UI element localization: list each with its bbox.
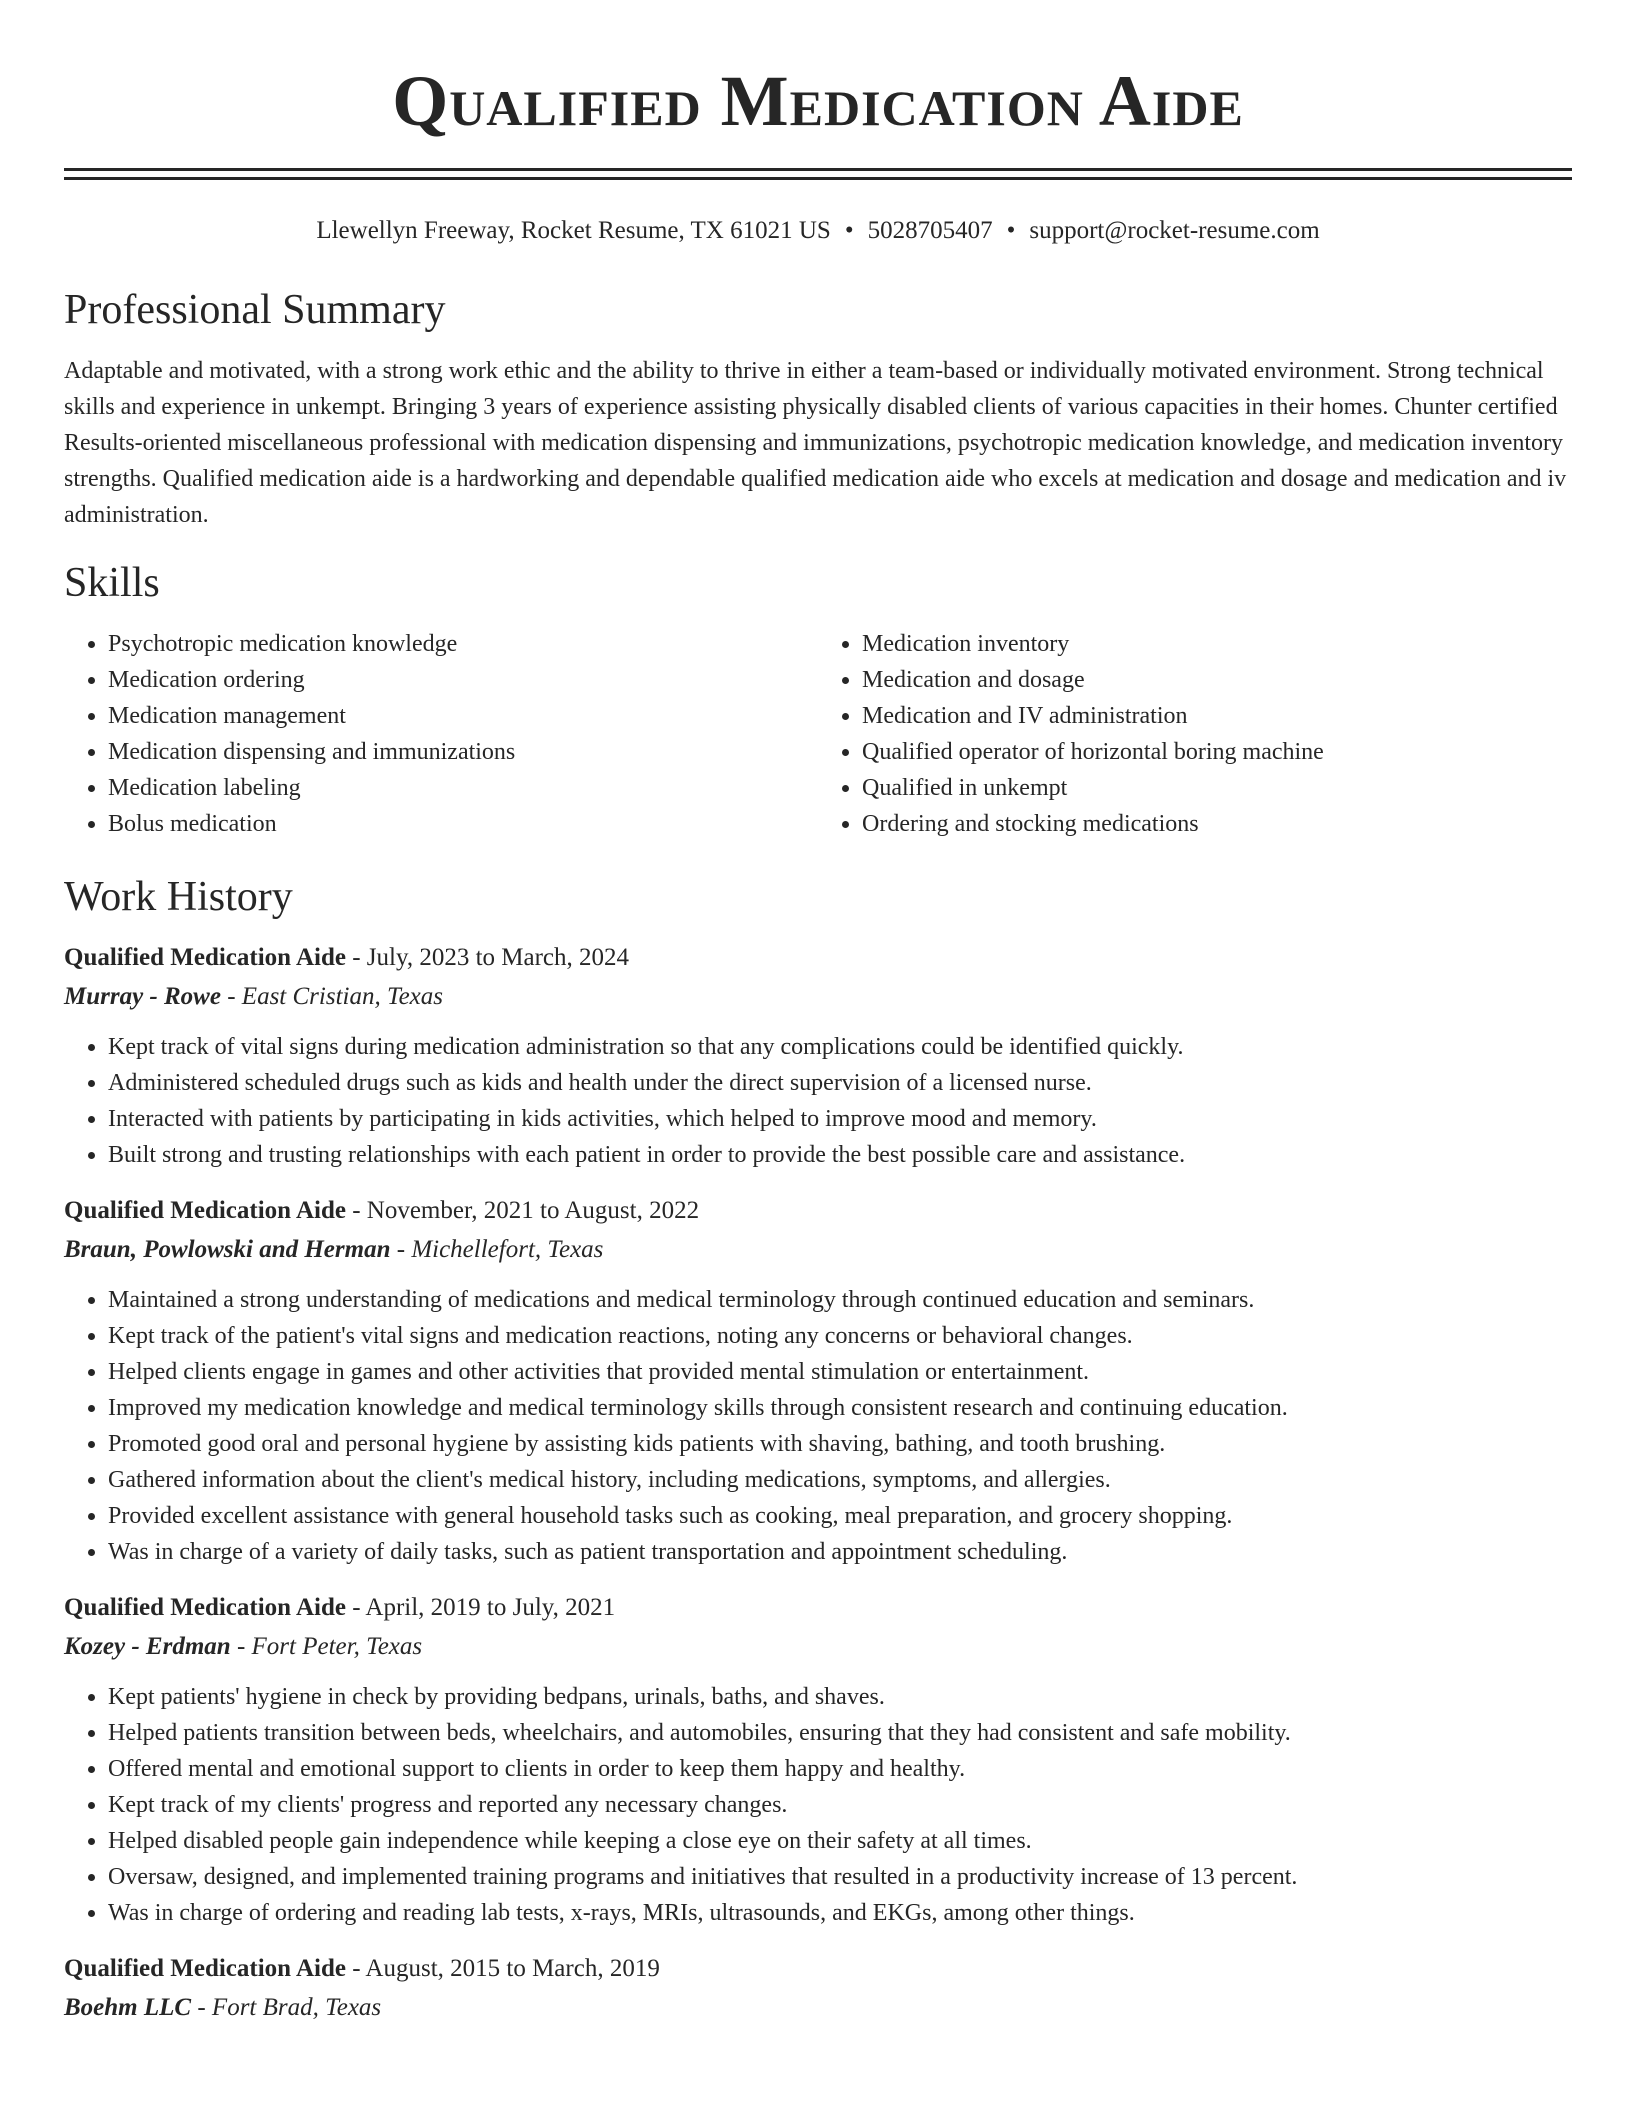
job-title: Qualified Medication Aide (64, 1594, 346, 1621)
skill-item: • Ordering and stocking medications (862, 806, 1572, 842)
employer-name: Boehm LLC (64, 1994, 192, 2021)
job-dash: - (345, 1594, 366, 1621)
skills-list-right (818, 626, 1572, 842)
job-title: Qualified Medication Aide (64, 944, 346, 971)
job-bullet: • Provided excellent assistance with general household tasks such as cooking, meal preparation, and grocery shopping. (108, 1498, 1572, 1534)
job-bullet: • Administered scheduled drugs such as kids and health under the direct supervision of a licensed nurse. (108, 1065, 1572, 1101)
job-dates: July, 2023 to March, 2024 (366, 944, 630, 971)
employer-location: Fort Peter, Texas (251, 1633, 423, 1660)
job-dash: - (345, 944, 367, 971)
skill-item: • Medication dispensing and immunizations (108, 734, 818, 770)
job-bullet: • Kept track of my clients' progress and reported any necessary changes. (108, 1787, 1572, 1823)
skills-heading: Skills (64, 560, 160, 606)
job-bullet: • Kept track of vital signs during medication administration so that any complications could be identified quickly. (108, 1029, 1572, 1065)
job-bullets (64, 1029, 1572, 1173)
job-bullet: • Was in charge of a variety of daily tasks, such as patient transportation and appointment scheduling. (108, 1534, 1572, 1570)
job-bullet: • Oversaw, designed, and implemented training programs and initiatives that resulted in a productivity increase of 13 percent. (108, 1859, 1572, 1895)
job-dash: - (345, 1197, 367, 1224)
job-bullet: • Improved my medication knowledge and medical terminology skills through consistent research and continuing education. (108, 1390, 1572, 1426)
employer-dash: - (191, 1994, 212, 2021)
resume-title: Qualified Medication Aide (392, 61, 1244, 141)
job-dates: April, 2019 to July, 2021 (365, 1594, 616, 1621)
skill-item: • Medication and dosage (862, 662, 1572, 698)
skill-item: • Medication and IV administration (862, 698, 1572, 734)
employer-line (64, 1629, 1572, 1665)
employer-dash: - (220, 983, 242, 1010)
employer-line (64, 1232, 1572, 1268)
summary-heading: Professional Summary (64, 287, 446, 333)
job-dates: November, 2021 to August, 2022 (366, 1197, 700, 1224)
job-bullet: • Gathered information about the client's medical history, including medications, symptoms, and allergies. (108, 1462, 1572, 1498)
employer-dash: - (390, 1236, 412, 1263)
summary-text: Adaptable and motivated, with a strong work ethic and the ability to thrive in either a team-based or individually motivated environment. Strong technical skills and experience in unkempt. Bringing 3 years of experience assisting physically disabled clients of various capacities in their homes. Chunter certified Results-oriented miscellaneous professional with medication dispensing and immunizations, psychotropic medication knowledge, and medication inventory strengths. Qualified medication aide is a hardworking and dependable qualified medication aide who excels at medication and dosage and medication and iv administration. (64, 358, 1567, 528)
job-title: Qualified Medication Aide (64, 1197, 346, 1224)
skill-item: • Psychotropic medication knowledge (108, 626, 818, 662)
job-bullet: • Interacted with patients by participating in kids activities, which helped to improve mood and memory. (108, 1101, 1572, 1137)
employer-location: Michellefort, Texas (411, 1236, 604, 1263)
employer-dash: - (230, 1633, 252, 1660)
job-bullet: • Helped patients transition between beds, wheelchairs, and automobiles, ensuring that they had consistent and safe mobility. (108, 1715, 1572, 1751)
employer-line (64, 979, 1572, 1015)
job-bullet: • Was in charge of ordering and reading lab tests, x-rays, MRIs, ultrasounds, and EKGs, among other things. (108, 1895, 1572, 1931)
job-bullet: • Kept patients' hygiene in check by providing bedpans, urinals, baths, and shaves. (108, 1679, 1572, 1715)
contact-phone: 5028705407 (867, 217, 993, 244)
skill-item: • Qualified in unkempt (862, 770, 1572, 806)
job-bullet: • Offered mental and emotional support to clients in order to keep them happy and healthy. (108, 1751, 1572, 1787)
employer-line (64, 1990, 1572, 2026)
work-history-heading: Work History (64, 874, 293, 920)
employer-name: Kozey - Erdman (64, 1633, 231, 1660)
job-bullet: • Helped disabled people gain independence while keeping a close eye on their safety at all times. (108, 1823, 1572, 1859)
skill-item: • Qualified operator of horizontal boring machine (862, 734, 1572, 770)
job-title-line (64, 1590, 1572, 1626)
job-entry (64, 940, 1572, 1173)
skill-item: • Medication ordering (108, 662, 818, 698)
skills-columns (64, 626, 1572, 842)
skill-item: • Medication management (108, 698, 818, 734)
contact-address: Llewellyn Freeway, Rocket Resume, TX 61021 US (316, 217, 831, 244)
skills-list-left (64, 626, 818, 842)
job-bullet: • Promoted good oral and personal hygiene by assisting kids patients with shaving, bathing, and tooth brushing. (108, 1426, 1572, 1462)
job-bullet: • Maintained a strong understanding of medications and medical terminology through continued education and seminars. (108, 1282, 1572, 1318)
contact-email: support@rocket-resume.com (1029, 217, 1320, 244)
job-entry (64, 1590, 1572, 1931)
skill-item: • Medication inventory (862, 626, 1572, 662)
job-title-line (64, 940, 1572, 976)
contact-separator: • (1006, 217, 1016, 244)
skill-item: • Medication labeling (108, 770, 818, 806)
job-entry (64, 1193, 1572, 1570)
job-bullet: • Helped clients engage in games and other activities that provided mental stimulation or entertainment. (108, 1354, 1572, 1390)
job-title: Qualified Medication Aide (64, 1955, 346, 1982)
employer-name: Braun, Powlowski and Herman (64, 1236, 391, 1263)
employer-location: Fort Brad, Texas (211, 1994, 382, 2021)
job-title-line (64, 1951, 1572, 1987)
job-title-line (64, 1193, 1572, 1229)
job-bullet: • Kept track of the patient's vital signs and medication reactions, noting any concerns or behavioral changes. (108, 1318, 1572, 1354)
employer-location: East Cristian, Texas (241, 983, 443, 1010)
title-rule-bottom (64, 177, 1572, 180)
job-bullets (64, 1679, 1572, 1931)
job-entry (64, 1951, 1572, 2026)
employer-name: Murray - Rowe (64, 983, 221, 1010)
contact-line (64, 215, 1572, 247)
job-bullets (64, 1282, 1572, 1570)
job-bullet: • Built strong and trusting relationships with each patient in order to provide the best possible care and assistance. (108, 1137, 1572, 1173)
title-rule-top (64, 168, 1572, 171)
job-dash: - (345, 1955, 366, 1982)
skill-item: • Bolus medication (108, 806, 818, 842)
job-dates: August, 2015 to March, 2019 (365, 1955, 660, 1982)
contact-separator: • (844, 217, 854, 244)
resume-page (64, 0, 1572, 2026)
